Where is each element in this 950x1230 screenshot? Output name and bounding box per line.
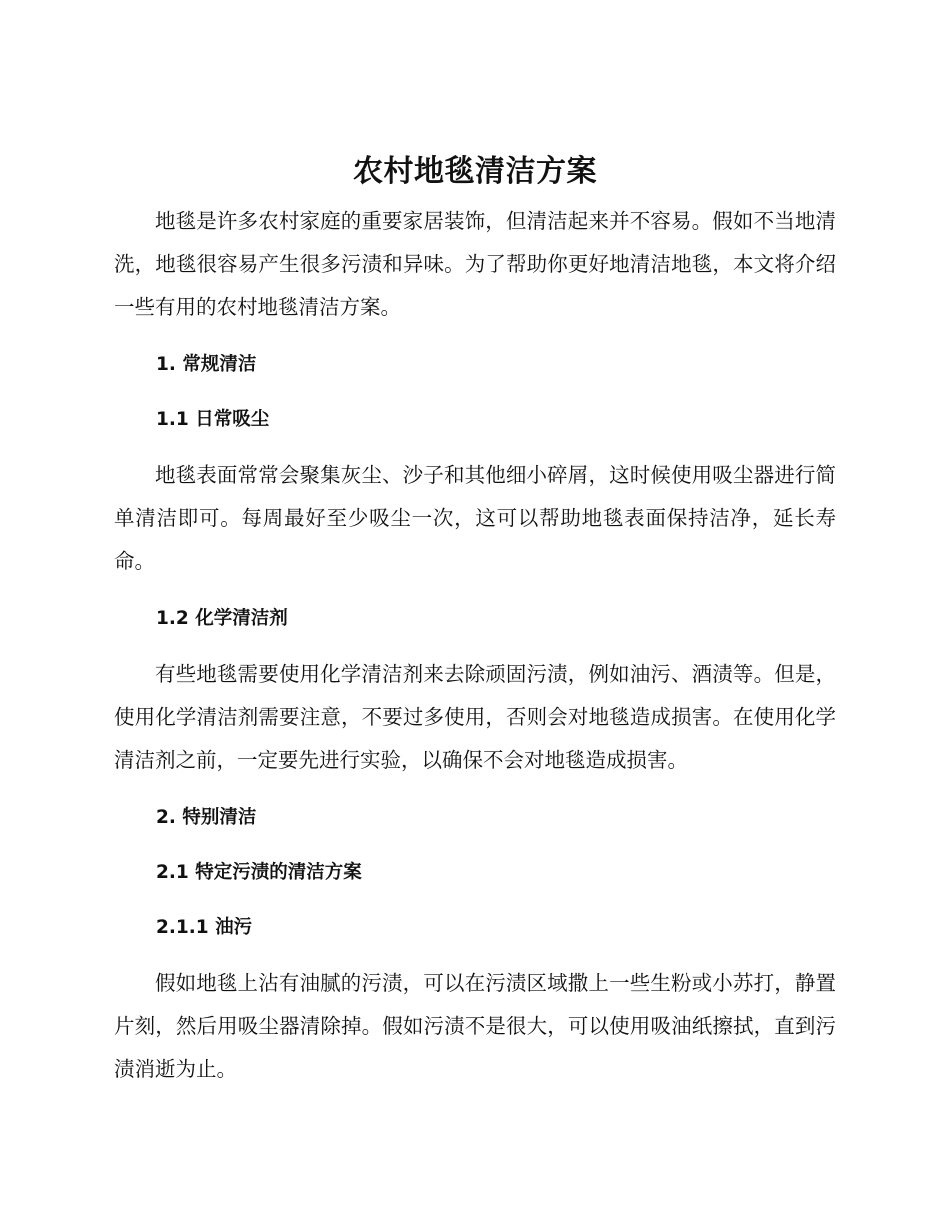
- intro-paragraph: 地毯是许多农村家庭的重要家居装饰，但清洁起来并不容易。假如不当地清洗，地毯很容易产生很多污渍和异味。为了帮助你更好地清洁地毯，本文将介绍一些有用的农村地毯清洁方案。: [114, 209, 836, 319]
- section-2-1-1-heading: 2.1.1 油污: [156, 917, 253, 938]
- section-2-heading: 2. 特别清洁: [156, 807, 257, 828]
- section-1-heading: 1. 常规清洁: [156, 354, 257, 375]
- section-1-2-paragraph: 有些地毯需要使用化学清洁剂来去除顽固污渍，例如油污、酒渍等。但是，使用化学清洁剂需要注意，不要过多使用，否则会对地毯造成损害。在使用化学清洁剂之前，一定要先进行实验，以确保不会对地毯造成损害。: [114, 662, 836, 772]
- section-1-2-heading: 1.2 化学清洁剂: [156, 608, 288, 629]
- document-title: 农村地毯清洁方案: [353, 154, 597, 189]
- section-1-1-paragraph: 地毯表面常常会聚集灰尘、沙子和其他细小碎屑，这时候使用吸尘器进行简单清洁即可。每周最好至少吸尘一次，这可以帮助地毯表面保持洁净，延长寿命。: [114, 463, 836, 573]
- section-2-1-1-paragraph: 假如地毯上沾有油腻的污渍，可以在污渍区域撒上一些生粉或小苏打，静置片刻，然后用吸尘器清除掉。假如污渍不是很大，可以使用吸油纸擦拭，直到污渍消逝为止。: [114, 971, 836, 1081]
- section-2-1-heading: 2.1 特定污渍的清洁方案: [156, 862, 362, 883]
- section-1-1-heading: 1.1 日常吸尘: [156, 409, 270, 430]
